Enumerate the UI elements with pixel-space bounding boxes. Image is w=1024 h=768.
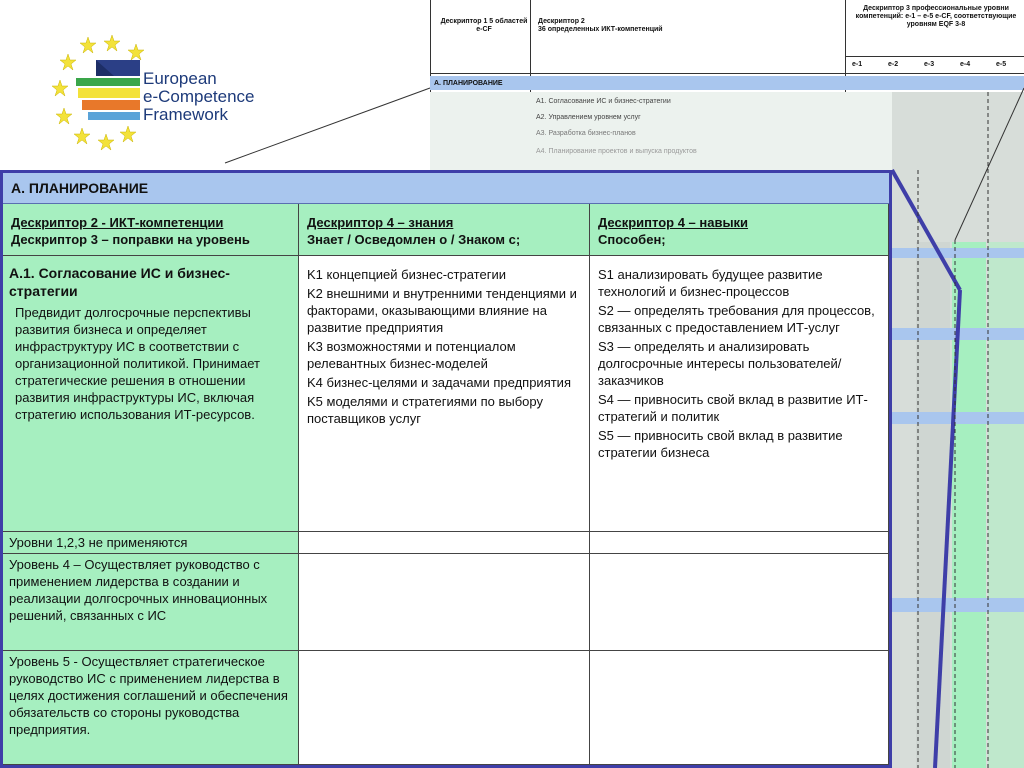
overview-col3-header: Дескриптор 3 профессиональные уровни компетенций: e-1 – e-5 e-CF, соответствующие уровням EQF 3-8 — [855, 5, 1017, 28]
header-descriptor-2-3 — [3, 204, 299, 256]
level-4-knowledge-empty — [299, 554, 590, 651]
overview-area-row: A. ПЛАНИРОВАНИЕ — [434, 80, 503, 87]
header-knowledge — [299, 204, 590, 256]
overview-level-e1: e-1 — [852, 61, 863, 68]
level-4-cell — [3, 554, 299, 651]
level-1-3-knowledge-empty — [299, 532, 590, 554]
level-5-skills-empty — [590, 651, 889, 765]
header-knowledge-title: Дескриптор 4 – знания — [307, 215, 454, 230]
overview-row-1: A1. Согласование ИС и бизнес-стратегии — [536, 98, 671, 105]
knowledge-item: K2 внешними и внутренними тенденциями и факторами, оказывающими влияние на развитие предприятия — [307, 286, 577, 335]
overview-col2-sub: 36 определенных ИКТ-компетенций — [538, 26, 663, 33]
overview-row-3: A3. Разработка бизнес-планов — [536, 130, 636, 137]
header-skills-sub: Способен; — [598, 232, 666, 247]
competence-title: A.1. Согласование ИС и бизнес-стратегии — [9, 265, 230, 299]
header-knowledge-sub: Знает / Осведомлен о / Знаком с; — [307, 232, 521, 247]
knowledge-item: K3 возможностями и потенциалом релевантных бизнес-моделей — [307, 339, 516, 371]
competence-cell — [3, 256, 299, 532]
logo-line-2: e-Competence — [143, 87, 255, 106]
skills-cell — [590, 256, 889, 532]
header-skills — [590, 204, 889, 256]
level-5-cell — [3, 651, 299, 765]
card-header — [3, 173, 889, 204]
overview-level-e4: e-4 — [960, 61, 971, 68]
header-descriptor-3: Дескриптор 3 – поправки на уровень — [11, 232, 250, 247]
logo-line-1: European — [143, 69, 217, 88]
level-5-knowledge-empty — [299, 651, 590, 765]
overview-col1-header: Дескриптор 1 5 областей e-CF — [440, 18, 528, 33]
knowledge-item: K5 моделями и стратегиями по выбору поставщиков услуг — [307, 394, 543, 426]
competence-detail-card — [0, 170, 892, 768]
overview-level-e2: e-2 — [888, 61, 899, 68]
skill-item: S1 анализировать будущее развитие технологий и бизнес-процессов — [598, 267, 823, 299]
header-skills-title: Дескриптор 4 – навыки — [598, 215, 749, 230]
card-title: А. ПЛАНИРОВАНИЕ — [11, 180, 149, 196]
overview-level-e5: e-5 — [996, 61, 1007, 68]
level-1-3-skills-empty — [590, 532, 889, 554]
competence-description: Предвидит долгосрочные перспективы развития бизнеса и определяет инфраструктуру ИС в соответствии с организационной политикой. Принимает стратегические решения в отношении развития инфраструктуры ИС, включая стратегию использования ИТ-ресурсов. — [15, 305, 260, 422]
level-5-text: Уровень 5 - Осуществляет стратегическое руководство ИС с применением лидерства в целях достижения соглашений и обеспечения обязательств со стороны руководства предприятия. — [9, 654, 288, 737]
knowledge-cell — [299, 256, 590, 532]
skill-item: S3 — определять и анализировать долгосрочные интересы пользователей/заказчиков — [598, 339, 842, 388]
level-4-text: Уровень 4 – Осуществляет руководство с применением лидерства в создании и реализации долгосрочных инновационных решений, связанных с ИС — [9, 557, 268, 623]
skill-item: S5 — привносить свой вклад в развитие стратегии бизнеса — [598, 428, 843, 460]
overview-col2-title: Дескриптор 2 — [538, 18, 585, 25]
knowledge-item: K4 бизнес-целями и задачами предприятия — [307, 375, 571, 390]
overview-level-e3: e-3 — [924, 61, 935, 68]
skill-item: S4 — привносить свой вклад в развитие ИТ- стратегий и политик — [598, 392, 868, 424]
skill-item: S2 — определять требования для процессов, связанных с предоставлением ИТ-услуг — [598, 303, 875, 335]
level-1-3-cell — [3, 532, 299, 554]
overview-row-2: A2. Управлением уровнем услуг — [536, 114, 641, 121]
knowledge-item: K1 концепцией бизнес-стратегии — [307, 267, 506, 282]
overview-row-4: A4. Планирование проектов и выпуска продуктов — [536, 148, 697, 155]
level-1-3-text: Уровни 1,2,3 не применяются — [9, 535, 188, 550]
level-4-skills-empty — [590, 554, 889, 651]
header-descriptor-2: Дескриптор 2 - ИКТ-компетенции — [11, 215, 224, 230]
logo-line-3: Framework — [143, 105, 229, 124]
